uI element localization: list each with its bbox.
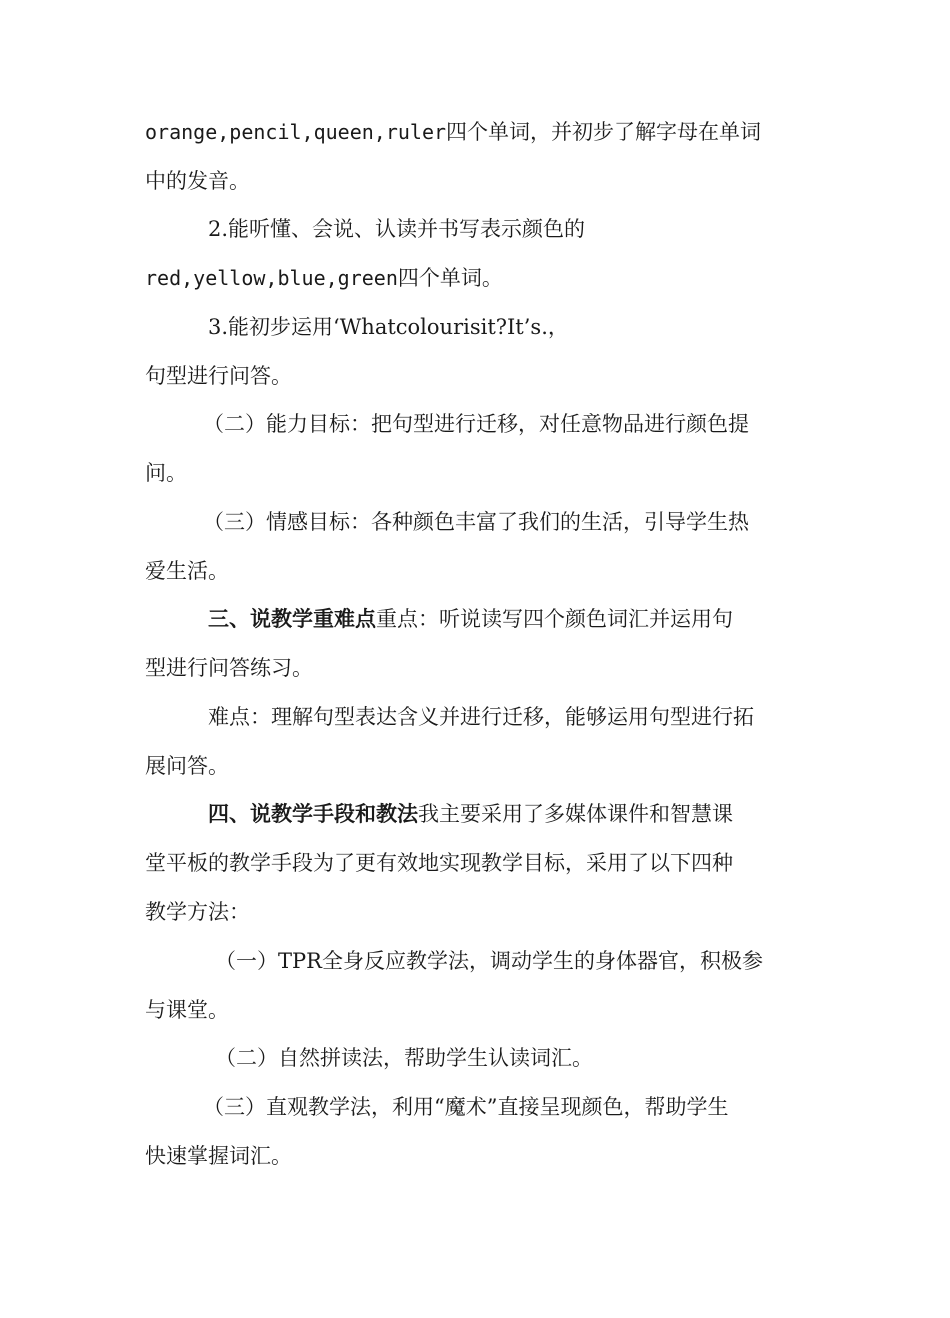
paragraph-objective-1-cont [145,108,815,206]
text-line: 爱生活。 [145,559,229,583]
text-line: 快速掌握词汇。 [145,1144,292,1168]
word-list: orange,pencil,queen,ruler [145,120,447,144]
text-line: （二）自然拼读法，帮助学生认读词汇。 [215,1046,593,1070]
paragraph-method-tpr [145,937,815,1035]
paragraph-key-points [145,595,815,693]
section-heading: 四、说教学手段和教法 [208,802,418,826]
text-line: 教学方法： [145,900,250,924]
paragraph-difficulties [145,693,815,791]
paragraph-ability-goal [145,400,815,498]
text-line: （三）情感目标：各种颜色丰富了我们的生活，引导学生热 [203,510,749,534]
paragraph-method-phonics [145,1034,815,1083]
text-line: 问。 [145,461,187,485]
paragraph-objective-3 [145,303,815,401]
text-line: （三）直观教学法，利用“魔术”直接呈现颜色，帮助学生 [203,1095,729,1119]
section-heading: 三、说教学重难点 [208,607,376,631]
paragraph-emotion-goal [145,498,815,596]
text-line: 2.能听懂、会说、认读并书写表示颜色的 [208,217,586,241]
text-line [145,595,815,644]
text-line: 展问答。 [145,754,229,778]
text-line: （二）能力目标：把句型进行迁移，对任意物品进行颜色提 [203,412,749,436]
text-line: 与课堂。 [145,998,229,1022]
text-line: 中的发音。 [145,169,250,193]
text-line: （一）TPR全身反应教学法，调动学生的身体器官，积极参 [215,949,763,973]
paragraph-method-visual [145,1083,815,1181]
paragraph-teaching-methods [145,790,815,937]
text-span: 四个单词。 [397,266,503,290]
text-span: 重点：听说读写四个颜色词汇并运用句 [376,607,733,631]
text-line [145,790,815,839]
text-line: 堂平板的教学手段为了更有效地实现教学目标，采用了以下四种 [145,851,733,875]
text-span: 我主要采用了多媒体课件和智慧课 [418,802,733,826]
text-line: 难点：理解句型表达含义并进行迁移，能够运用句型进行拓 [208,705,754,729]
text-line: 型进行问答练习。 [145,656,313,680]
text-span: 四个单词，并初步了解字母在单词 [446,120,762,144]
text-line: 句型进行问答。 [145,364,292,388]
word-list: red,yellow,blue,green [145,266,398,290]
text-line [145,254,815,303]
text-line [145,108,815,157]
text-line: 3.能初步运用‘Whatcolourisit?It’s.， [208,315,569,339]
paragraph-objective-2 [145,205,815,303]
